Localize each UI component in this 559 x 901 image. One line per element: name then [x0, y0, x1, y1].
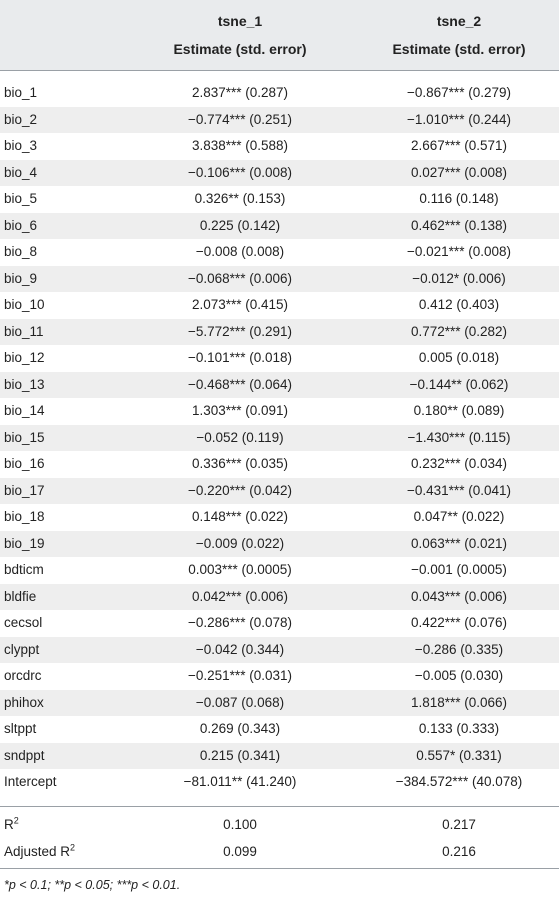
row-label: bio_9	[4, 270, 38, 286]
table-body	[0, 80, 559, 796]
table-row	[0, 478, 559, 505]
row-label: bldfie	[4, 588, 37, 604]
table-row	[0, 690, 559, 717]
table-row	[0, 239, 559, 266]
r2-tsne-2: 0.217	[442, 817, 476, 832]
table-row	[0, 451, 559, 478]
tsne-1-value: −0.106*** (0.008)	[188, 164, 292, 180]
tsne-2-value: −384.572*** (40.078)	[395, 774, 523, 789]
tsne-2-value: −0.144** (0.062)	[409, 376, 509, 392]
row-label: bio_6	[4, 217, 38, 233]
footnote-divider	[0, 868, 559, 869]
tsne-2-value: 0.027*** (0.008)	[410, 164, 508, 180]
tsne-2-value: −0.431*** (0.041)	[407, 482, 511, 498]
header-divider	[0, 70, 559, 71]
tsne-1-value: −0.052 (0.119)	[196, 429, 284, 445]
table-row	[0, 213, 559, 240]
tsne-2-value: 0.116 (0.148)	[419, 191, 499, 206]
col-header-tsne-1: tsne_1	[217, 13, 263, 29]
table-row	[0, 743, 559, 770]
row-label: Intercept	[4, 774, 57, 789]
tsne-1-value: 0.215 (0.341)	[199, 747, 281, 763]
tsne-2-value: −0.001 (0.0005)	[411, 562, 507, 577]
row-label: bio_10	[4, 297, 45, 312]
r2-label: $R^2$	[4, 815, 19, 832]
row-label: bio_4	[4, 164, 38, 180]
tsne-2-value: −0.021*** (0.008)	[407, 244, 511, 259]
table-row	[0, 610, 559, 637]
tsne-1-value: 0.269 (0.343)	[199, 721, 281, 736]
header-title-row	[0, 8, 559, 34]
table-row	[0, 425, 559, 452]
tsne-1-value: −0.008 (0.008)	[195, 244, 285, 259]
tsne-1-value: 0.042*** (0.006)	[191, 588, 289, 604]
row-label: phihox	[4, 694, 44, 710]
row-label: bio_5	[4, 191, 38, 206]
tsne-1-value: 0.148*** (0.022)	[191, 509, 289, 524]
table-row	[0, 266, 559, 293]
row-label: clyppt	[4, 641, 40, 657]
adjusted-r2-label: Adjusted $R^2$	[4, 842, 76, 859]
table-row	[0, 133, 559, 160]
tsne-1-value: −0.068*** (0.006)	[188, 270, 292, 286]
table-row	[0, 372, 559, 399]
header-subtitle-row	[0, 36, 559, 62]
tsne-2-value: 0.422*** (0.076)	[410, 615, 508, 630]
tsne-1-value: −0.468*** (0.064)	[188, 376, 292, 392]
r2-row	[0, 812, 559, 839]
tsne-2-value: 1.818*** (0.066)	[410, 694, 508, 710]
table-row	[0, 504, 559, 531]
row-label: bio_14	[4, 403, 45, 418]
tsne-2-value: 0.063*** (0.021)	[410, 535, 508, 551]
tsne-1-value: −0.101*** (0.018)	[188, 350, 292, 365]
row-label: orcdrc	[4, 668, 42, 683]
tsne-1-value: −0.009 (0.022)	[195, 535, 285, 551]
tsne-2-value: −1.010*** (0.244)	[407, 111, 511, 127]
row-label: bio_17	[4, 482, 45, 498]
table-row	[0, 769, 559, 796]
table-row	[0, 584, 559, 611]
tsne-1-value: 2.073*** (0.415)	[191, 297, 289, 312]
table-row	[0, 716, 559, 743]
table-row	[0, 663, 559, 690]
tsne-1-value: 0.326** (0.153)	[194, 191, 286, 206]
tsne-1-value: −0.220*** (0.042)	[188, 482, 292, 498]
tsne-1-value: −81.011** (41.240)	[183, 774, 297, 789]
row-label: bio_2	[4, 111, 38, 127]
row-label: bio_11	[4, 323, 44, 339]
adjusted-r2-tsne-1: 0.099	[223, 843, 257, 859]
table-row	[0, 637, 559, 664]
table-row	[0, 531, 559, 558]
row-label: bio_13	[4, 376, 45, 392]
model-stats	[0, 812, 559, 865]
tsne-2-value: 0.180** (0.089)	[413, 403, 505, 418]
tsne-2-value: 0.005 (0.018)	[418, 350, 500, 365]
row-label: bio_12	[4, 350, 45, 365]
col-subheader-tsne-1: Estimate (std. error)	[173, 41, 307, 57]
col-subheader-tsne-2: Estimate (std. error)	[392, 41, 526, 57]
table-row	[0, 557, 559, 584]
significance-footnote: *p < 0.1; **p < 0.05; ***p < 0.01.	[4, 878, 181, 892]
tsne-2-value: 0.772*** (0.282)	[410, 323, 508, 339]
tsne-2-value: −0.005 (0.030)	[414, 668, 504, 683]
table-row	[0, 80, 559, 107]
tsne-1-value: 0.225 (0.142)	[199, 217, 281, 233]
table-header	[0, 0, 559, 70]
tsne-1-value: 2.837*** (0.287)	[191, 85, 289, 100]
table-row	[0, 186, 559, 213]
row-label: sndppt	[4, 747, 45, 763]
row-label: bio_15	[4, 429, 45, 445]
table-row	[0, 160, 559, 187]
tsne-1-value: 0.003*** (0.0005)	[188, 562, 292, 577]
adjusted-r2-row	[0, 839, 559, 866]
tsne-1-value: −0.286*** (0.078)	[188, 615, 292, 630]
r2-tsne-1: 0.100	[223, 817, 257, 832]
table-row	[0, 319, 559, 346]
table-row	[0, 345, 559, 372]
tsne-2-value: 0.412 (0.403)	[418, 297, 500, 312]
row-label: sltppt	[4, 721, 37, 736]
tsne-1-value: 0.336*** (0.035)	[191, 456, 289, 471]
tsne-2-value: 0.047** (0.022)	[413, 509, 505, 524]
row-label: bio_18	[4, 509, 45, 524]
tsne-1-value: 3.838*** (0.588)	[191, 138, 289, 153]
tsne-1-value: −5.772*** (0.291)	[188, 323, 292, 339]
tsne-2-value: −0.012* (0.006)	[412, 270, 506, 286]
table-row	[0, 292, 559, 319]
row-label: bio_19	[4, 535, 45, 551]
tsne-1-value: 1.303*** (0.091)	[191, 403, 289, 418]
tsne-2-value: −1.430*** (0.115)	[407, 429, 511, 445]
col-header-tsne-2: tsne_2	[436, 13, 482, 29]
stats-divider	[0, 806, 559, 807]
row-label: bdticm	[4, 562, 44, 577]
tsne-1-value: −0.251*** (0.031)	[188, 668, 292, 683]
row-label: bio_1	[4, 85, 38, 100]
tsne-1-value: −0.774*** (0.251)	[188, 111, 292, 127]
tsne-2-value: 0.232*** (0.034)	[410, 456, 508, 471]
row-label: bio_8	[4, 244, 38, 259]
adjusted-r2-tsne-2: 0.216	[442, 843, 476, 859]
tsne-2-value: −0.286 (0.335)	[414, 641, 504, 657]
tsne-1-value: −0.042 (0.344)	[195, 641, 285, 657]
tsne-1-value: −0.087 (0.068)	[195, 694, 285, 710]
tsne-2-value: 0.133 (0.333)	[418, 721, 500, 736]
tsne-2-value: 0.462*** (0.138)	[410, 217, 508, 233]
row-label: bio_16	[4, 456, 45, 471]
row-label: cecsol	[4, 615, 43, 630]
row-label: bio_3	[4, 138, 38, 153]
tsne-2-value: −0.867*** (0.279)	[407, 85, 511, 100]
tsne-2-value: 0.043*** (0.006)	[410, 588, 508, 604]
table-row	[0, 107, 559, 134]
tsne-2-value: 2.667*** (0.571)	[410, 138, 508, 153]
tsne-2-value: 0.557* (0.331)	[416, 747, 502, 763]
table-row	[0, 398, 559, 425]
